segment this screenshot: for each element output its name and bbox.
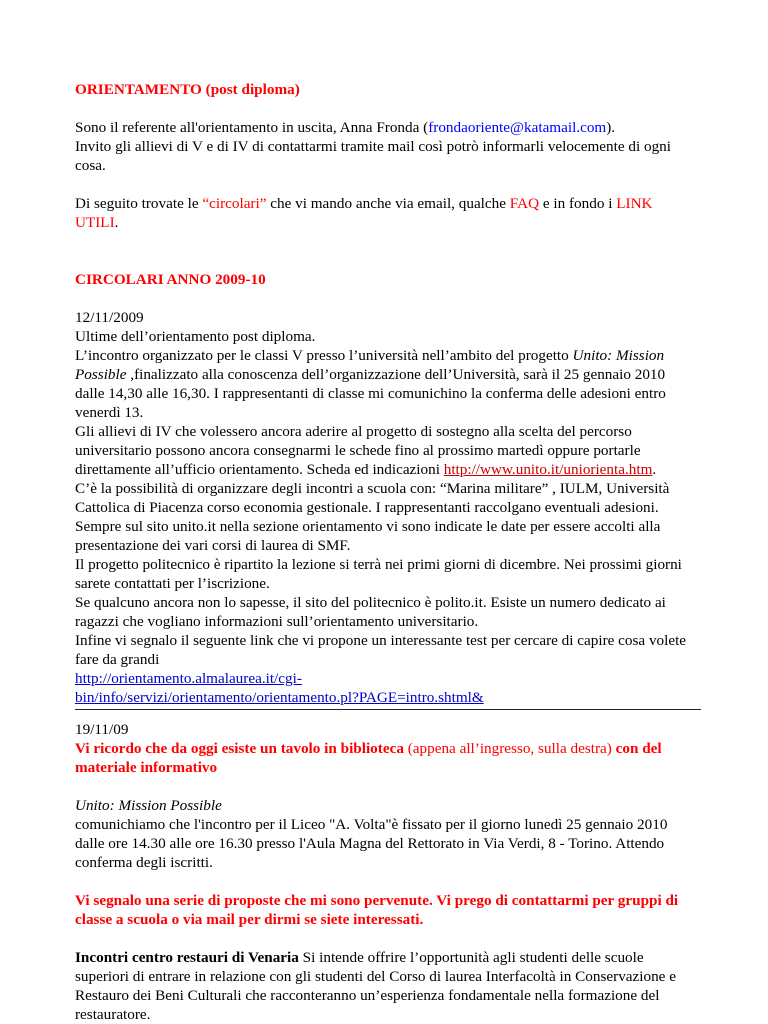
circolare-19-11-09: 19/11/09 Vi ricordo che da oggi esiste un tavolo in biblioteca (appena all’ingresso, sulla destra) con del materiale informativo Unito: Mission Possible comunichiamo che l'incontro per il Liceo "A. Volta"è fissato per il giorno lunedì 25 gennaio 2010 dalle ore 14.30 alle ore 16.30 presso l'Aula Magna del Rettorato in Via Verdi, 8 - Torino. Attendo conferma degli iscritti. Vi segnalo una serie di proposte che mi sono pervenute. Vi prego di contattarmi per gruppi di classe a scuola o via mail per dirmi se siete interessati. Incontri centro restauri di Venaria Si intende offrire l’opportunità agli studenti delle scuole superiori di entrare in relazione con gli studenti del Corso di laurea Interfacoltà in Conservazione e Restauro dei Beni Culturali che racconteranno un’esperienza fondamentale nella formazione del restauratore. [75,720,697,1024]
circolare-date: 19/11/09 [75,721,129,738]
divider [75,709,701,710]
library-note: Vi ricordo che da oggi esiste un tavolo in biblioteca (appena all’ingresso, sulla destra) con del materiale informativo [75,740,662,776]
almalaurea-link[interactable]: http://orientamento.almalaurea.it/cgi- bin/info/servizi/orientamento/orientamento.pl?PAGE=intro.shtml& [75,670,484,706]
guide-paragraph: Di seguito trovate le “circolari” che vi mando anche via email, qualche FAQ e in fondo i LINK UTILI. [75,195,653,231]
proposals-note: Vi segnalo una serie di proposte che mi sono pervenute. Vi prego di contattarmi per gruppi di classe a scuola o via mail per dirmi se siete interessati. [75,892,679,928]
link-utili-link[interactable]: LINK UTILI [75,195,653,231]
circolari-link[interactable]: “circolari” [202,195,267,212]
document-body [75,80,697,1024]
heading-orientamento: ORIENTAMENTO (post diploma) [75,81,300,98]
uniorienta-link[interactable]: http://www.unito.it/uniorienta.htm [443,461,653,478]
intro-paragraph: Sono il referente all'orientamento in uscita, Anna Fronda (frondaoriente@katamail.com). Invito gli allievi di V e di IV di contattarmi tramite mail così potrò informarli velocemente di ogni cosa. [75,119,671,174]
email-link[interactable]: frondaoriente@katamail.com [428,119,607,136]
mission-possible-title: Unito: Mission Possible [75,797,222,814]
faq-link[interactable]: FAQ [509,195,540,212]
heading-circolari: CIRCOLARI ANNO 2009-10 [75,271,266,288]
venaria-paragraph: Incontri centro restauri di Venaria Si intende offrire l’opportunità agli studenti delle scuole superiori di entrare in relazione con gli studenti del Corso di laurea Interfacoltà in Conservazione e Restauro dei Beni Culturali che racconteranno un’esperienza fondamentale nella formazione del restauratore. [75,949,676,1023]
circolare-12-11-2009: 12/11/2009 Ultime dell’orientamento post diploma. L’incontro organizzato per le classi V presso l’università nell’ambito del progetto Unito: Mission Possible ,finalizzato alla conoscenza dell’organizzazione dell’Università, sarà il 25 gennaio 2010 dalle 14,30 alle 16,30. I rappresentanti di classe mi comunichino la conferma delle adesioni entro venerdì 13. Gli allievi di IV che volessero ancora aderire al progetto di sostegno alla scelta del percorso universitario possono ancora consegnarmi le schede fino al prossimo martedì oppure portarle direttamente all’ufficio orientamento. Scheda ed indicazioni http://www.unito.it/uniorienta.htm. C’è la possibilità di organizzare degli incontri a scuola con: “Marina militare” , IULM, Università Cattolica di Piacenza corso economia gestionale. I rappresentanti raccolgano eventuali adesioni. Sempre sul sito unito.it nella sezione orientamento vi sono indicate le date per essere accolti alla presentazione dei vari corsi di laurea di SMF. Il progetto politecnico è ripartito la lezione si terrà nei primi giorni di dicembre. Nei prossimi giorni sarete contattati per l’iscrizione. Se qualcuno ancora non lo sapesse, il sito del politecnico è polito.it. Esiste un numero dedicato ai ragazzi che vogliano informazioni sull’orientamento universitario. Infine vi segnalo il seguente link che vi propone un interessante test per cercare di capire cosa volete fare da grandi http://orientamento.almalaurea.it/cgi- bin/info/servizi/orientamento/orientamento.pl?PAGE=intro.shtml& [75,308,697,707]
circolare-date: 12/11/2009 [75,309,144,326]
